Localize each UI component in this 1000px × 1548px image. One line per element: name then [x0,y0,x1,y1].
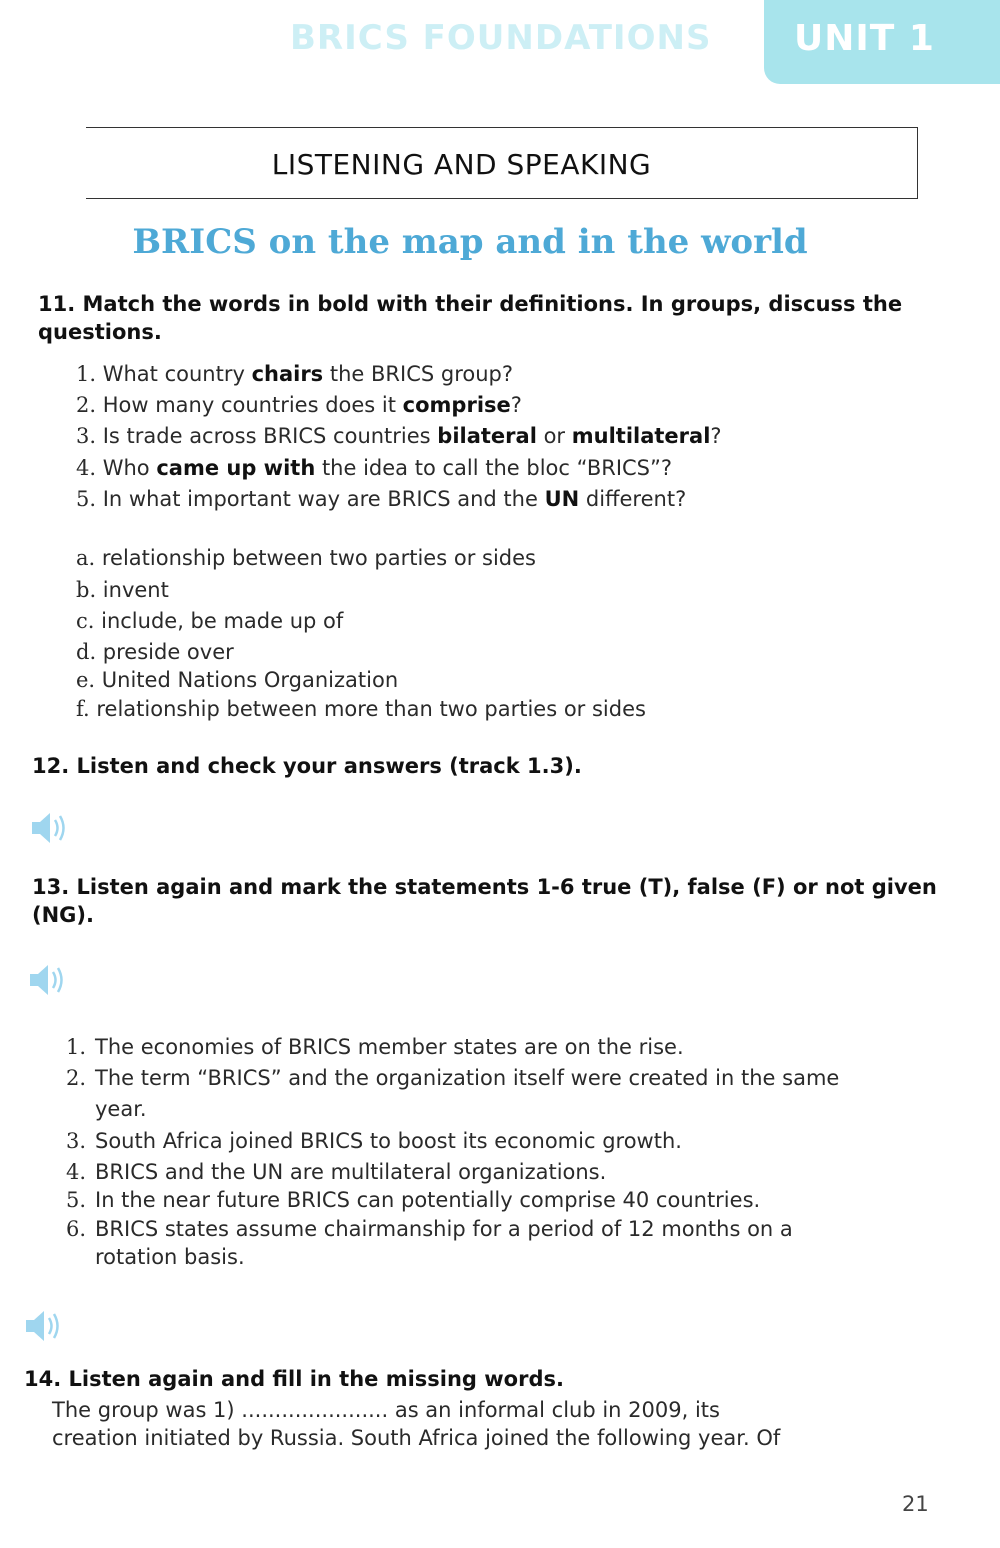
definition-item: b. invent [76,578,169,602]
statement-item: 2. The term “BRICS” and the organization itself were created in the same [66,1066,840,1090]
statement-item: 3. South Africa joined BRICS to boost its economic growth. [66,1129,682,1153]
section-box [86,127,918,199]
task-11-heading [38,290,902,346]
question-item: 2. How many countries does it comprise? [76,393,522,417]
unit-label: UNIT 1 [794,18,935,59]
task-13-heading-line1: 13. Listen again and mark the statements 1-6 true (T), false (F) or not given [32,875,937,899]
statement-item-continuation: rotation basis. [95,1245,245,1269]
definition-item: d. preside over [76,640,234,664]
statement-item: 1. The economies of BRICS member states are on the rise. [66,1035,684,1059]
gap-fill-text-line: creation initiated by Russia. South Africa joined the following year. Of [52,1426,781,1450]
statement-item-continuation: year. [95,1097,147,1121]
question-item: 3. Is trade across BRICS countries bilateral or multilateral? [76,424,722,448]
statement-item: 4. BRICS and the UN are multilateral organizations. [66,1160,607,1184]
task-12-heading: 12. Listen and check your answers (track 1.3). [32,754,582,778]
definition-item: a. relationship between two parties or sides [76,546,536,570]
unit-tab [764,0,1000,84]
task-13-heading [32,873,937,929]
section-title: LISTENING AND SPEAKING [271,148,652,181]
question-item: 4. Who came up with the idea to call the bloc “BRICS”? [76,456,673,480]
lesson-title: BRICS on the map and in the world [132,222,808,262]
page-number: 21 [902,1492,929,1516]
statement-item: 5. In the near future BRICS can potentially comprise 40 countries. [66,1188,761,1212]
task-11-heading-line1: 11. Match the words in bold with their definitions. In groups, discuss the [38,292,903,316]
definition-item: c. include, be made up of [76,609,344,633]
task-13-heading-line2: (NG). [32,903,94,927]
definition-item: f. relationship between more than two parties or sides [76,697,646,721]
task-11-heading-line2: questions. [38,320,162,344]
gap-fill-text-line: The group was 1) ...................... as an informal club in 2009, its [52,1398,720,1422]
running-header-title: BRICS FOUNDATIONS [290,18,712,58]
question-item: 5. In what important way are BRICS and the UN different? [76,487,687,511]
definition-item: e. United Nations Organization [76,668,399,692]
task-14-heading: 14. Listen again and fill in the missing words. [24,1367,564,1391]
speaker-icon[interactable] [24,1306,68,1346]
speaker-icon[interactable] [30,808,74,848]
question-item: 1. What country chairs the BRICS group? [76,362,513,386]
statement-item: 6. BRICS states assume chairmanship for a period of 12 months on a [66,1217,793,1241]
speaker-icon[interactable] [28,960,72,1000]
